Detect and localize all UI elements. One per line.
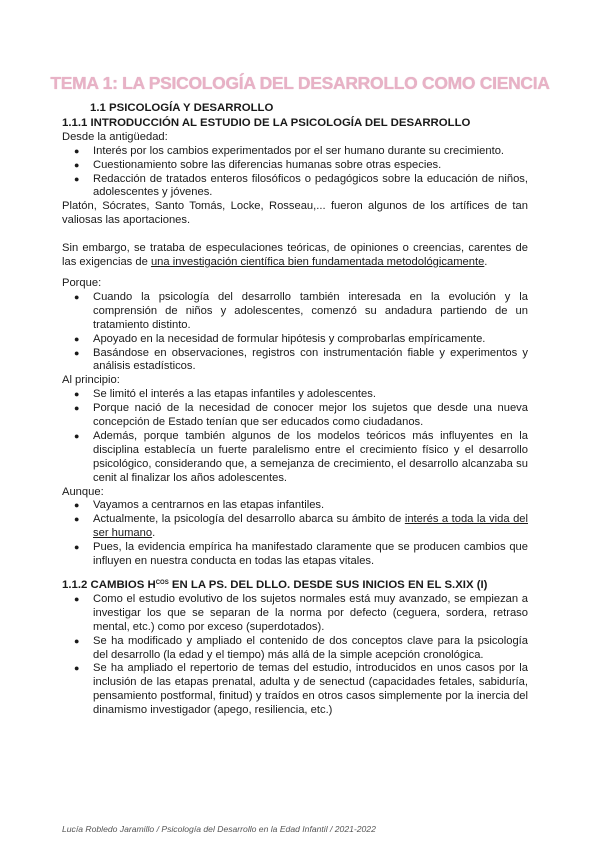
list-item: ● Se ha ampliado el repertorio de temas del estudio, introducidos en unos casos por la inclusión de las etapas prenatal, adulta y de senectud (capacidades fetales, sabiduría, pensamiento postformal, finitud) y traídos en otros casos simplemente por la inercia del dinamismo investigador (apego, resiliencia, etc.) — [74, 662, 528, 717]
porque-label: Porque: — [62, 276, 102, 289]
page-title: TEMA 1: LA PSICOLOGÍA DEL DESARROLLO COMO CIENCIA — [50, 73, 550, 93]
page-footer: Lucía Robledo Jaramillo / Psicología del Desarrollo en la Edad Infantil / 2021-2022 — [62, 824, 376, 834]
section-heading: 1.1 PSICOLOGÍA Y DESARROLLO — [90, 102, 274, 114]
principio-list — [62, 388, 528, 485]
paragraph-platon: Platón, Sócrates, Santo Tomás, Locke, Rosseau,... fueron algunos de los artífices de tan valiosas las aportaciones. — [62, 200, 528, 227]
bullet-icon: ● — [74, 430, 80, 441]
subsection-heading-1: 1.1.1 INTRODUCCIÓN AL ESTUDIO DE LA PSICOLOGÍA DEL DESARROLLO — [62, 116, 471, 129]
list-item: ● Cuando la psicología del desarrollo también interesada en la evolución y la comprensión de niños y adolescentes, comenzó su andadura partiendo de un tratamiento distinto. — [74, 290, 528, 331]
list-item: ● Basándose en observaciones, registros con instrumentación fiable y experimentos y análisis estadísticos. — [74, 346, 528, 373]
list-item: ● Pues, la evidencia empírica ha manifestado claramente que se producen cambios que influyen en nuestra conducta en todas las etapas vitales. — [74, 541, 528, 568]
porque-list — [62, 291, 528, 374]
list-item: ● Como el estudio evolutivo de los sujetos normales está muy avanzado, se empiezan a investigar los que se separan de la norma por defecto (ceguera, sordera, retraso mental, etc.) como por exceso (superdotados). — [74, 592, 528, 633]
bullet-icon: ● — [74, 635, 80, 646]
intro-label: Desde la antigüedad: — [62, 130, 168, 143]
list-item: ● Además, porque también algunos de los modelos teóricos más influyentes en la disciplina establecía un fuerte paralelismo entre el crecimiento físico y el desarrollo psicológico, considerando que, a semejanza de crecimiento, el desarrollo alcanzaba su cenit al finalizar los años adolescentes. — [74, 429, 528, 484]
bullet-icon: ● — [74, 159, 80, 170]
bullet-icon: ● — [74, 333, 80, 344]
underlined-text: interés a toda la vida del ser humano — [93, 513, 528, 540]
list-item: ● Cuestionamiento sobre las diferencias humanas sobre otras especies. — [74, 158, 442, 171]
bullet-icon: ● — [74, 389, 80, 400]
aunque-label: Aunque: — [62, 485, 104, 498]
bullet-icon: ● — [74, 542, 80, 553]
bullet-icon: ● — [74, 663, 80, 674]
bullet-icon: ● — [74, 173, 80, 184]
bullet-icon: ● — [74, 593, 80, 604]
list-item: ● Se ha modificado y ampliado el contenido de dos conceptos clave para la psicología del desarrollo (la edad y el tiempo) más allá de la simple acepción cronológica. — [74, 634, 528, 661]
paragraph-sin-embargo: Sin embargo, se trataba de especulaciones teóricas, de opiniones o creencias, carentes de las exigencias de una investigación científica bien fundamentada metodológicamente. — [62, 242, 528, 269]
bullet-icon: ● — [74, 291, 80, 302]
underlined-text: una investigación científica bien fundamentada metodológicamente — [150, 256, 485, 269]
list-item: ● Se limitó el interés a las etapas infantiles y adolescentes. — [74, 388, 376, 401]
intro-list — [62, 145, 528, 201]
bullet-icon: ● — [74, 145, 80, 156]
list-item: ● Vayamos a centrarnos en las etapas infantiles. — [74, 499, 325, 512]
bullet-icon: ● — [74, 347, 80, 358]
list-item: ● Redacción de tratados enteros filosóficos o pedagógicos sobre la educación de niños, adolescentes y jóvenes. — [74, 172, 528, 199]
aunque-list — [62, 499, 528, 569]
list-item: ● Actualmente, la psicología del desarrollo abarca su ámbito de interés a toda la vida del ser humano. — [74, 513, 528, 540]
bullet-icon: ● — [74, 403, 80, 414]
bullet-icon: ● — [74, 500, 80, 511]
list-item: ● Porque nació de la necesidad de conocer mejor los sujetos que desde una nueva concepción de Estado tenían que ser educados como ciudadanos. — [74, 402, 528, 429]
document-body — [62, 100, 528, 718]
bullet-icon: ● — [74, 514, 80, 525]
subsection-heading-2: 1.1.2 CAMBIOS $H^{COS}$ EN LA PS. DEL DLLO. DESDE SUS INICIOS EN EL S.XIX (I) — [62, 579, 488, 591]
principio-label: Al principio: — [62, 374, 120, 387]
list-item: ● Apoyado en la necesidad de formular hipótesis y comprobarlas empíricamente. — [74, 332, 486, 345]
list-item: ● Interés por los cambios experimentados por el ser humano durante su crecimiento. — [74, 144, 505, 157]
cambios-list — [62, 593, 528, 718]
